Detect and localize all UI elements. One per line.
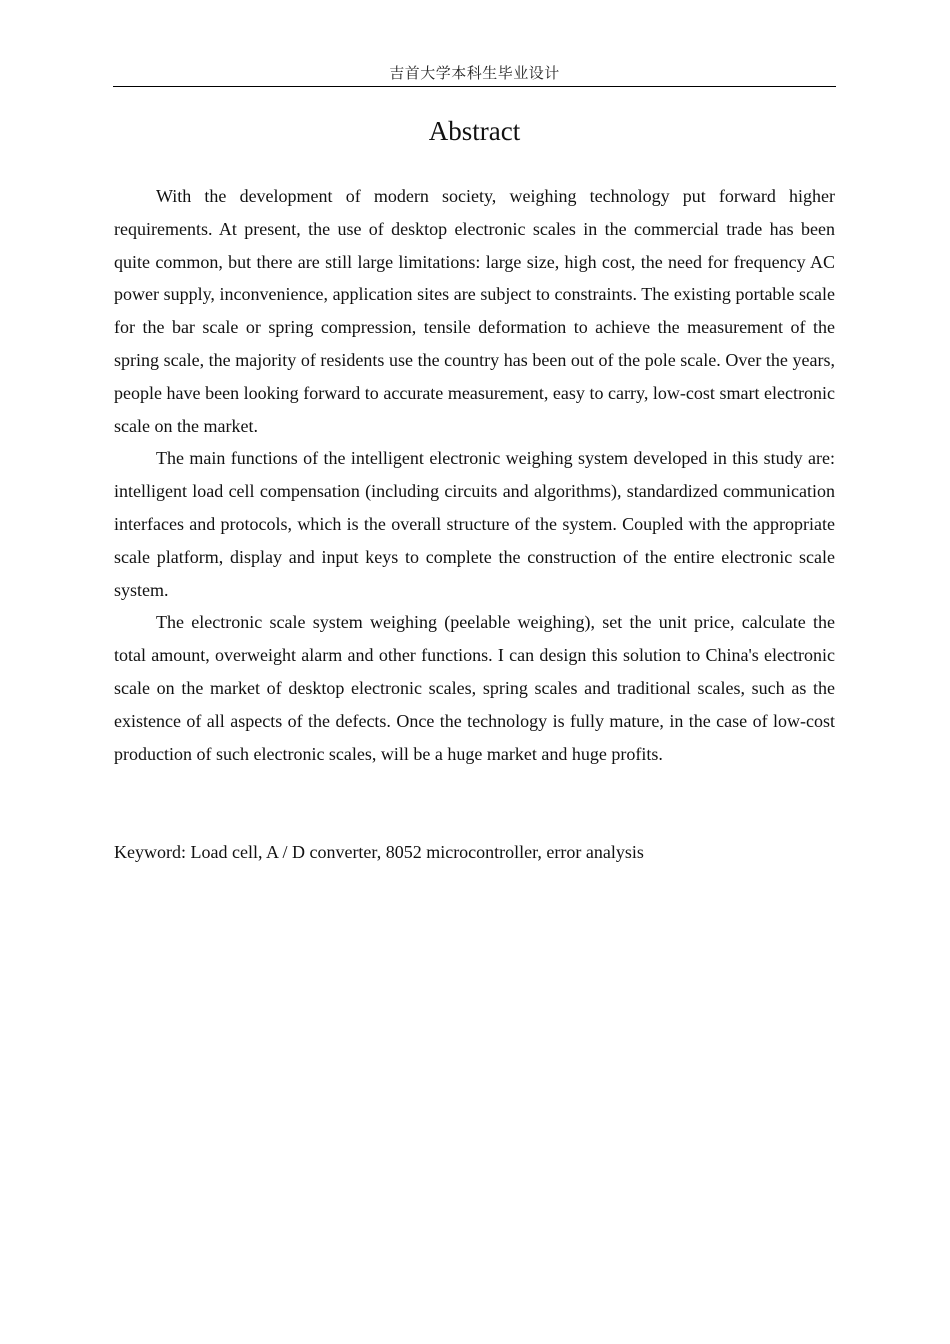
keywords-line: Keyword: Load cell, A / D converter, 8052 microcontroller, error analysis bbox=[114, 842, 644, 862]
abstract-paragraph: With the development of modern society, weighing technology put forward higher requirements. At present, the use of desktop electronic scales in the commercial trade has been quite common, but there are still large limitations: large size, high cost, the need for frequency AC power supply, inconvenience, application sites are subject to constraints. The existing portable scale for the bar scale or spring compression, tensile deformation to achieve the measurement of the spring scale, the majority of residents use the country has been out of the pole scale. Over the years, people have been looking forward to accurate measurement, easy to carry, low-cost smart electronic scale on the market. bbox=[114, 186, 835, 436]
running-header: 吉首大学本科生毕业设计 bbox=[389, 66, 560, 82]
abstract-paragraph: The electronic scale system weighing (peelable weighing), set the unit price, calculate the total amount, overweight alarm and other functions. I can design this solution to China's electronic scale on the market of desktop electronic scales, spring scales and traditional scales, such as the existence of all aspects of the defects. Once the technology is fully mature, in the case of low-cost production of such electronic scales, will be a huge market and huge profits. bbox=[114, 612, 835, 764]
abstract-body bbox=[114, 180, 835, 770]
abstract-paragraph: The main functions of the intelligent electronic weighing system developed in this study are: intelligent load cell compensation (including circuits and algorithms), standardized communication interfaces and protocols, which is the overall structure of the system. Coupled with the appropriate scale platform, display and input keys to complete the construction of the entire electronic scale system. bbox=[114, 448, 835, 600]
header-rule bbox=[113, 86, 836, 87]
abstract-title: Abstract bbox=[428, 116, 521, 146]
